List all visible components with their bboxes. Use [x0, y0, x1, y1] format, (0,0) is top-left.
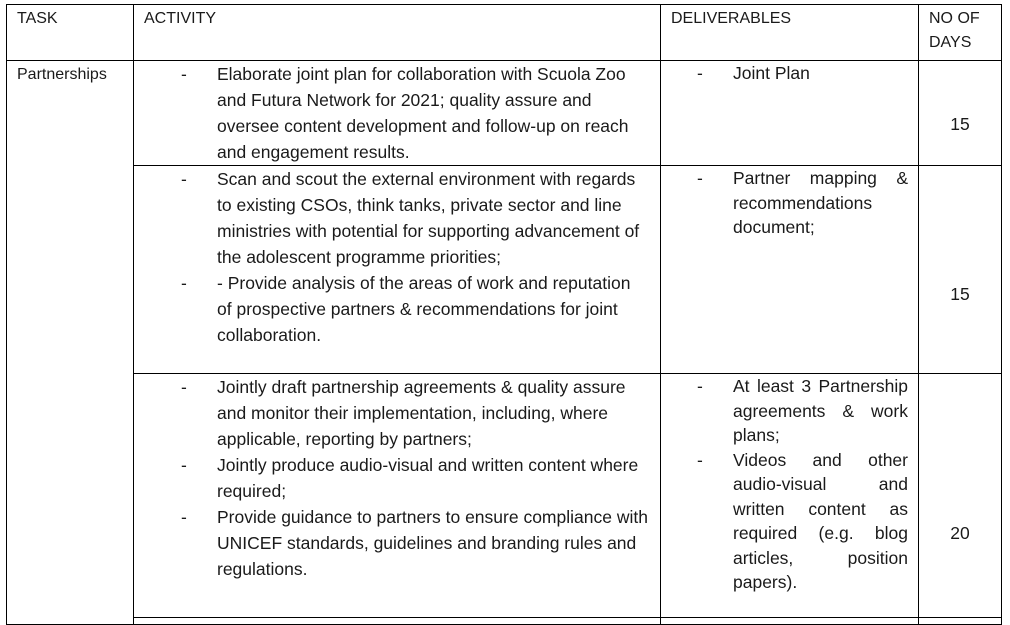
activity-list — [134, 374, 660, 582]
table-row — [7, 61, 1002, 166]
deliverables-list — [661, 166, 918, 240]
activity-text: Jointly produce audio-visual and written content where required; — [217, 455, 639, 501]
header-deliverables: DELIVERABLES — [661, 5, 919, 61]
list-item — [134, 166, 660, 270]
table-header-row — [7, 5, 1002, 61]
days-cell — [919, 618, 1002, 625]
deliverable-text: Joint Plan — [733, 63, 810, 83]
list-item — [661, 374, 918, 448]
list-item — [661, 448, 918, 595]
header-activity: ACTIVITY — [134, 5, 661, 61]
deliverables-list — [661, 61, 918, 86]
activity-text: Scan and scout the external environment with regards to existing CSOs, think tanks, private sector and line ministries with potential for supporting advancement of the adolescent programme priorities; — [217, 169, 640, 267]
bullet-dash-icon: - — [181, 169, 187, 189]
bullet-dash-icon: - — [181, 64, 187, 84]
bullet-dash-icon: - — [697, 449, 703, 470]
list-item — [661, 61, 918, 86]
list-item — [134, 452, 660, 504]
activity-list — [134, 61, 660, 165]
bullet-dash-icon: - — [697, 63, 703, 83]
bullet-dash-icon: - — [181, 377, 187, 397]
days-cell: 20 — [919, 374, 1002, 618]
deliverable-text: At least 3 Partnership agreements & work plans; — [733, 376, 908, 445]
list-item — [661, 166, 918, 240]
bullet-dash-icon: - — [181, 507, 187, 527]
list-item — [134, 504, 660, 582]
activity-cell — [134, 166, 661, 374]
table-row — [7, 374, 1002, 618]
header-task: TASK — [7, 5, 134, 61]
list-item — [134, 270, 660, 348]
task-cell: Partnerships — [7, 61, 134, 625]
days-cell: 15 — [919, 61, 1002, 166]
bullet-dash-icon: - — [181, 273, 187, 293]
activity-text: Jointly draft partnership agreements & quality assure and monitor their implementation, including, where applicable, reporting by partners; — [217, 377, 626, 449]
bullet-dash-icon: - — [697, 376, 703, 396]
activity-cell — [134, 374, 661, 618]
header-days: NO OF DAYS — [919, 5, 1002, 61]
activity-text: Provide guidance to partners to ensure compliance with UNICEF standards, guidelines and branding rules and regulations. — [217, 507, 648, 579]
terms-of-reference-table — [6, 4, 1002, 625]
list-item — [134, 61, 660, 165]
deliverables-cell — [661, 618, 919, 625]
bullet-dash-icon: - — [697, 168, 703, 188]
activity-cell — [134, 61, 661, 166]
activity-text: Elaborate joint plan for collaboration with Scuola Zoo and Futura Network for 2021; quality assure and oversee content development and follow-up on reach and engagement results. — [217, 64, 629, 162]
bullet-dash-icon: - — [181, 455, 187, 475]
activity-cell — [134, 618, 661, 625]
deliverables-list — [661, 374, 918, 595]
activity-text: - Provide analysis of the areas of work and reputation of prospective partners & recommendations for joint collaboration. — [217, 273, 631, 345]
days-cell: 15 — [919, 166, 1002, 374]
activity-list — [134, 166, 660, 348]
deliverables-cell — [661, 61, 919, 166]
deliverable-text: Videos and other audio-visual and written content as required (e.g. blog articles, position papers). — [733, 449, 908, 592]
deliverables-cell — [661, 166, 919, 374]
deliverables-cell — [661, 374, 919, 618]
deliverable-text: Partner mapping & recommendations document; — [733, 168, 908, 237]
table-row — [7, 618, 1002, 625]
table-row — [7, 166, 1002, 374]
list-item — [134, 374, 660, 452]
